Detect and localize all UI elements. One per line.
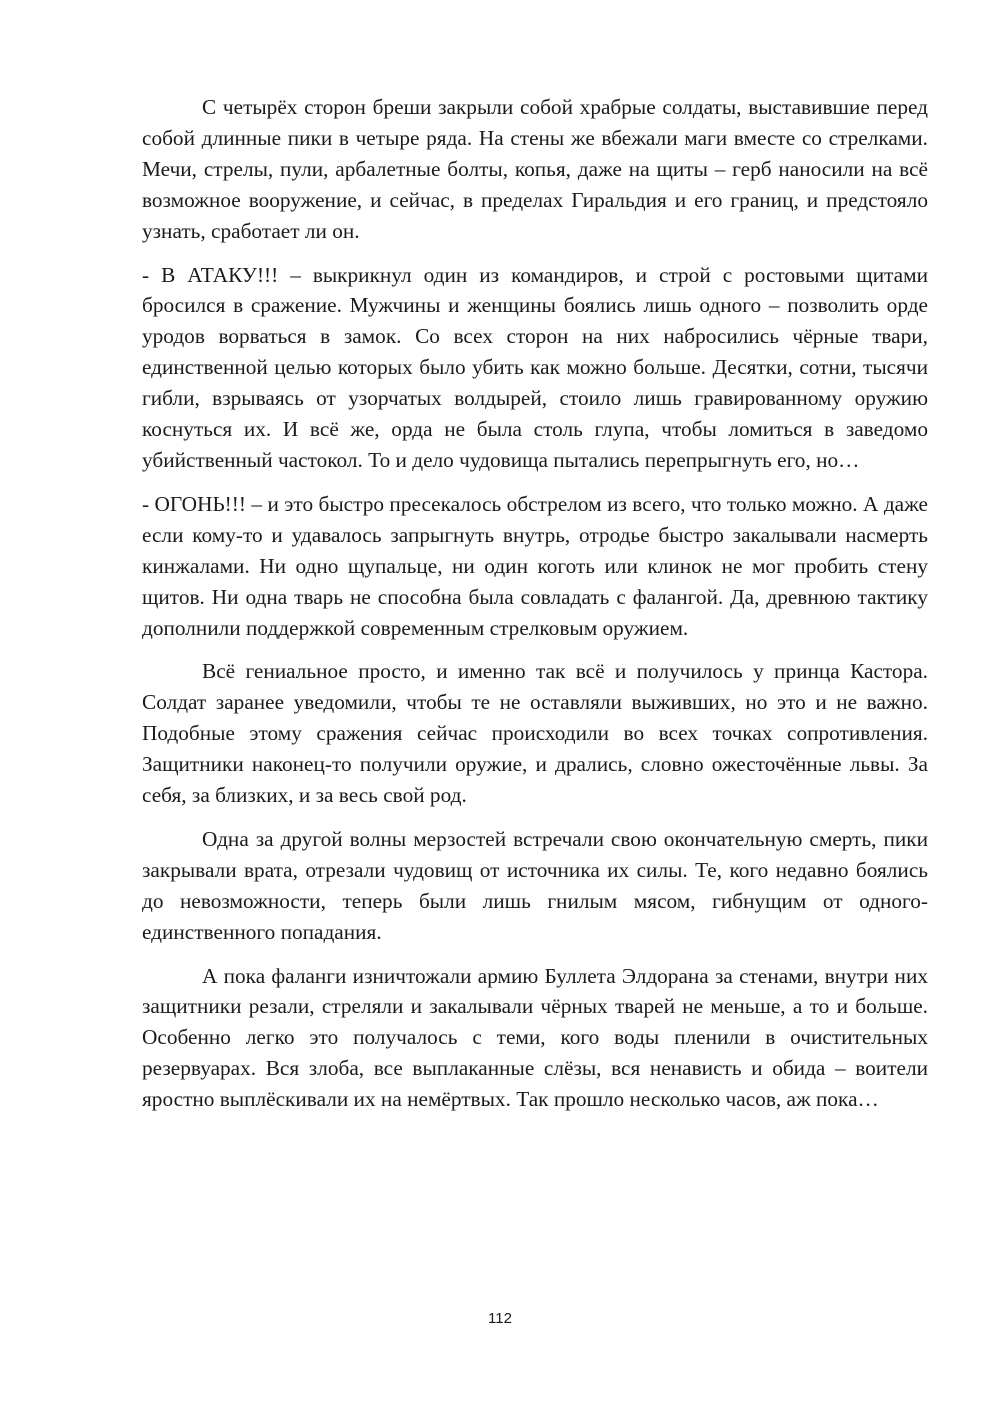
paragraph: С четырёх сторон бреши закрыли собой храбрые солдаты, выставившие перед собой длинные пики в четыре ряда. На стены же вбежали маги вместе со стрелками. Мечи, стрелы, пули, арбалетные болты, копья, даже на щиты – герб наносили на всё возможное вооружение, и сейчас, в пределах Гиральдия и его границ, и предстояло узнать, сработает ли он. — [142, 95, 928, 243]
paragraph: - В АТАКУ!!! – выкрикнул один из командиров, и строй с ростовыми щитами бросился в сражение. Мужчины и женщины боялись лишь одного – позволить орде уродов ворваться в замок. Со всех сторон на них набросились чёрные твари, единственной целью которых было убить как можно больше. Десятки, сотни, тысячи гибли, взрываясь от узорчатых волдырей, стоило лишь гравированному оружию коснуться их. И всё же, орда не была столь глупа, чтобы ломиться в заведомо убийственный частокол. То и дело чудовища пытались перепрыгнуть его, но… — [142, 262, 928, 472]
paragraph: А пока фаланги изничтожали армию Буллета Элдорана за стенами, внутри них защитники резали, стреляли и закалывали чёрных тварей не меньше, а то и больше. Особенно легко это получалось с теми, кого воды пленили в очистительных резервуарах. Вся злоба, все выплаканные слёзы, вся ненависть и обида – воители яростно выплёскивали их на немёртвых. Так прошло несколько часов, аж пока… — [142, 963, 928, 1112]
paragraph: Одна за другой волны мерзостей встречали свою окончательную смерть, пики закрывали врата, отрезали чудовищ от источника их силы. Те, кого недавно боялись до невозможности, теперь были лишь гнилым мясом, гибнущим от одного-единственного попадания. — [142, 826, 928, 944]
page-body — [142, 92, 928, 1128]
page-number: 112 — [488, 1310, 512, 1327]
paragraph: Всё гениальное просто, и именно так всё и получилось у принца Кастора. Солдат заранее уведомили, чтобы те не оставляли выживших, но это и не важно. Подобные этому сражения сейчас происходили во всех точках сопротивления. Защитники наконец-то получили оружие, и дрались, словно ожесточённые львы. За себя, за близких, и за весь свой род. — [142, 659, 928, 808]
paragraph: - ОГОНЬ!!! – и это быстро пресекалось обстрелом из всего, что только можно. А даже если кому-то и удавалось запрыгнуть внутрь, отродье быстро закалывали насмерть кинжалами. Ни одно щупальце, ни один коготь или клинок не мог пробить стену щитов. Ни одна тварь не способна была совладать с фалангой. Да, древнюю тактику дополнили поддержкой современным стрелковым оружием. — [142, 491, 928, 640]
